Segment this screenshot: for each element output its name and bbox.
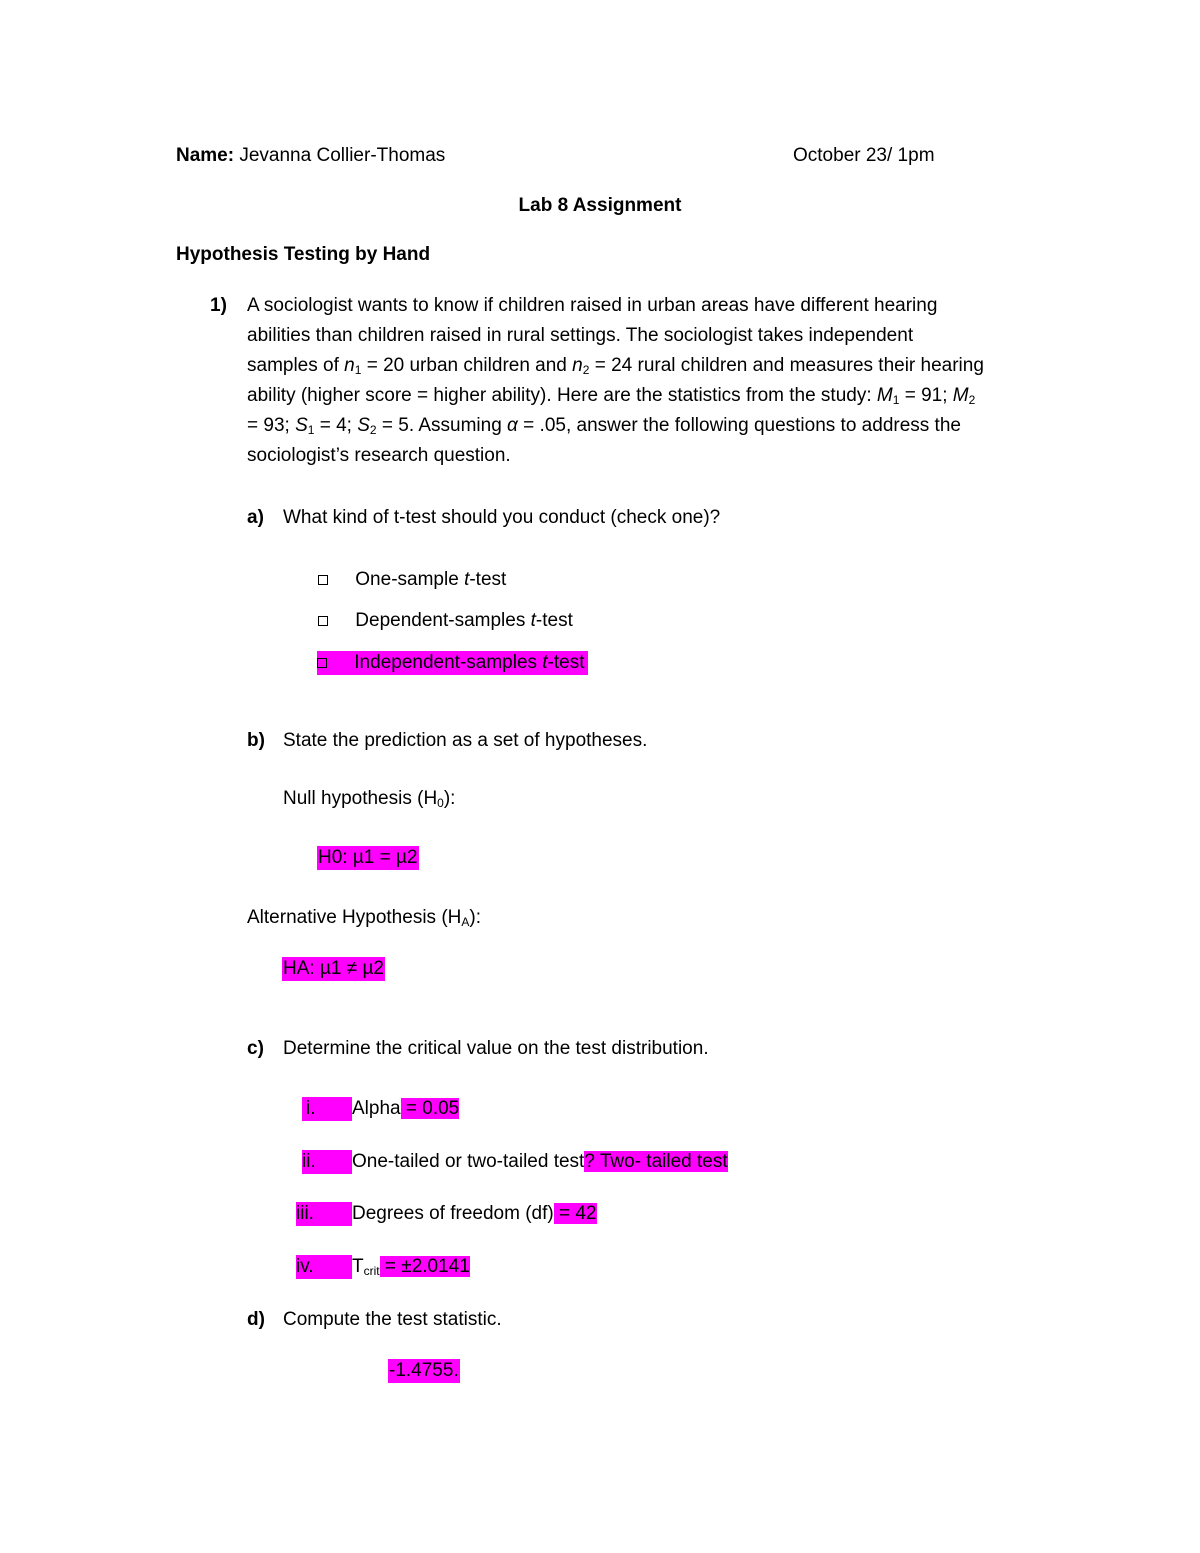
question-text-line: abilities than children raised in rural settings. The sociologist takes independent [247,325,914,346]
critical-item [296,1202,597,1226]
text-span: ability (higher score = higher ability). Here are the statistics from the study: [247,385,877,406]
option-label: -test [469,569,507,590]
option-independent-samples-selected[interactable] [317,651,588,675]
text-span: = .05, answer the following questions to address the [517,415,961,436]
var-s: S [357,415,370,436]
text-span: Null hypothesis (H [283,788,438,809]
text-span: Alternative Hypothesis (H [247,907,462,928]
section-heading: Hypothesis Testing by Hand [176,244,431,265]
critical-item [296,1255,470,1279]
option-dependent-samples[interactable] [318,609,573,633]
var-n: n [344,355,355,376]
subscript: 2 [369,423,377,437]
subscript: 2 [968,393,976,407]
subscript: 1 [307,423,315,437]
text-span: = 4; [314,415,358,436]
text-span: = 5. Assuming [376,415,508,436]
text-span: = 24 rural children and measures their hearing [589,355,984,376]
var-m: M [952,385,969,406]
subscript: 1 [892,393,900,407]
critical-item [302,1097,459,1121]
roman-numeral: iv. [296,1256,314,1277]
var-t: t [464,569,470,590]
option-label: Dependent-samples [355,610,531,631]
alt-hypothesis-answer: HA: µ1 ≠ µ2 [283,958,384,979]
alpha-symbol: α [507,415,518,436]
name-label: Name: [176,145,235,166]
option-label: One-sample [355,569,465,590]
text-span: ): [443,788,456,809]
checkbox-icon[interactable] [318,575,328,585]
roman-numeral: i. [306,1098,316,1119]
option-one-sample[interactable] [318,568,506,592]
item-number [302,1150,352,1174]
item-label: Degrees of freedom (df) [352,1203,554,1224]
question-text-line: A sociologist wants to know if children raised in urban areas have different hearing [247,295,938,316]
critical-item [302,1150,728,1174]
var-t: t [530,610,536,631]
question-text-line [247,354,984,378]
item-answer: = 0.05 [400,1098,460,1119]
item-answer: ? Two- tailed test [584,1151,728,1172]
checkbox-icon[interactable] [317,658,327,668]
item-answer: = 42 [553,1203,597,1224]
item-label: Alpha [352,1098,401,1119]
subscript: 2 [582,363,590,377]
part-label: c) [247,1038,264,1059]
part-question: What kind of t-test should you conduct (check one)? [283,507,721,528]
var-s: S [295,415,308,436]
null-hypothesis-label [283,787,455,811]
item-number [296,1202,352,1226]
part-question: Determine the critical value on the test distribution. [283,1038,709,1059]
date-text: October 23/ 1pm [793,145,935,166]
text-span: = 93; [247,415,296,436]
subscript: A [461,915,470,929]
part-label: b) [247,730,265,751]
subscript: 1 [354,363,362,377]
part-label: a) [247,507,264,528]
question-text-line [247,384,975,408]
question-text-line [247,414,961,438]
var-n: n [572,355,583,376]
item-number [296,1255,352,1279]
text-span: samples of [247,355,345,376]
item-label: T [352,1256,364,1277]
item-answer: = ±2.0141 [379,1256,470,1277]
question-number: 1) [210,295,227,316]
checkbox-icon[interactable] [318,616,328,626]
text-span: = 91; [899,385,953,406]
student-name: Jevanna Collier-Thomas [239,145,446,166]
option-label: -test [535,610,573,631]
option-label: Independent-samples [354,652,543,673]
text-span: ): [469,907,481,928]
option-label: -test [547,652,585,673]
text-span: = 20 urban children and [361,355,573,376]
null-hypothesis-answer: H0: µ1 = µ2 [318,847,418,868]
page-title: Lab 8 Assignment [518,195,682,216]
part-question: State the prediction as a set of hypotheses. [283,730,648,751]
subscript: 0 [437,796,444,810]
item-label: One-tailed or two-tailed test [352,1151,585,1172]
roman-numeral: iii. [296,1203,314,1224]
test-statistic-answer: -1.4755. [389,1360,459,1381]
part-question: Compute the test statistic. [283,1309,502,1330]
name-line [176,144,445,168]
part-label: d) [247,1309,265,1330]
item-number [302,1097,352,1121]
var-t: t [542,652,548,673]
var-m: M [876,385,893,406]
subscript: crit [363,1264,380,1278]
question-text-line: sociologist’s research question. [247,445,511,466]
alt-hypothesis-label [247,906,481,930]
roman-numeral: ii. [302,1151,316,1172]
